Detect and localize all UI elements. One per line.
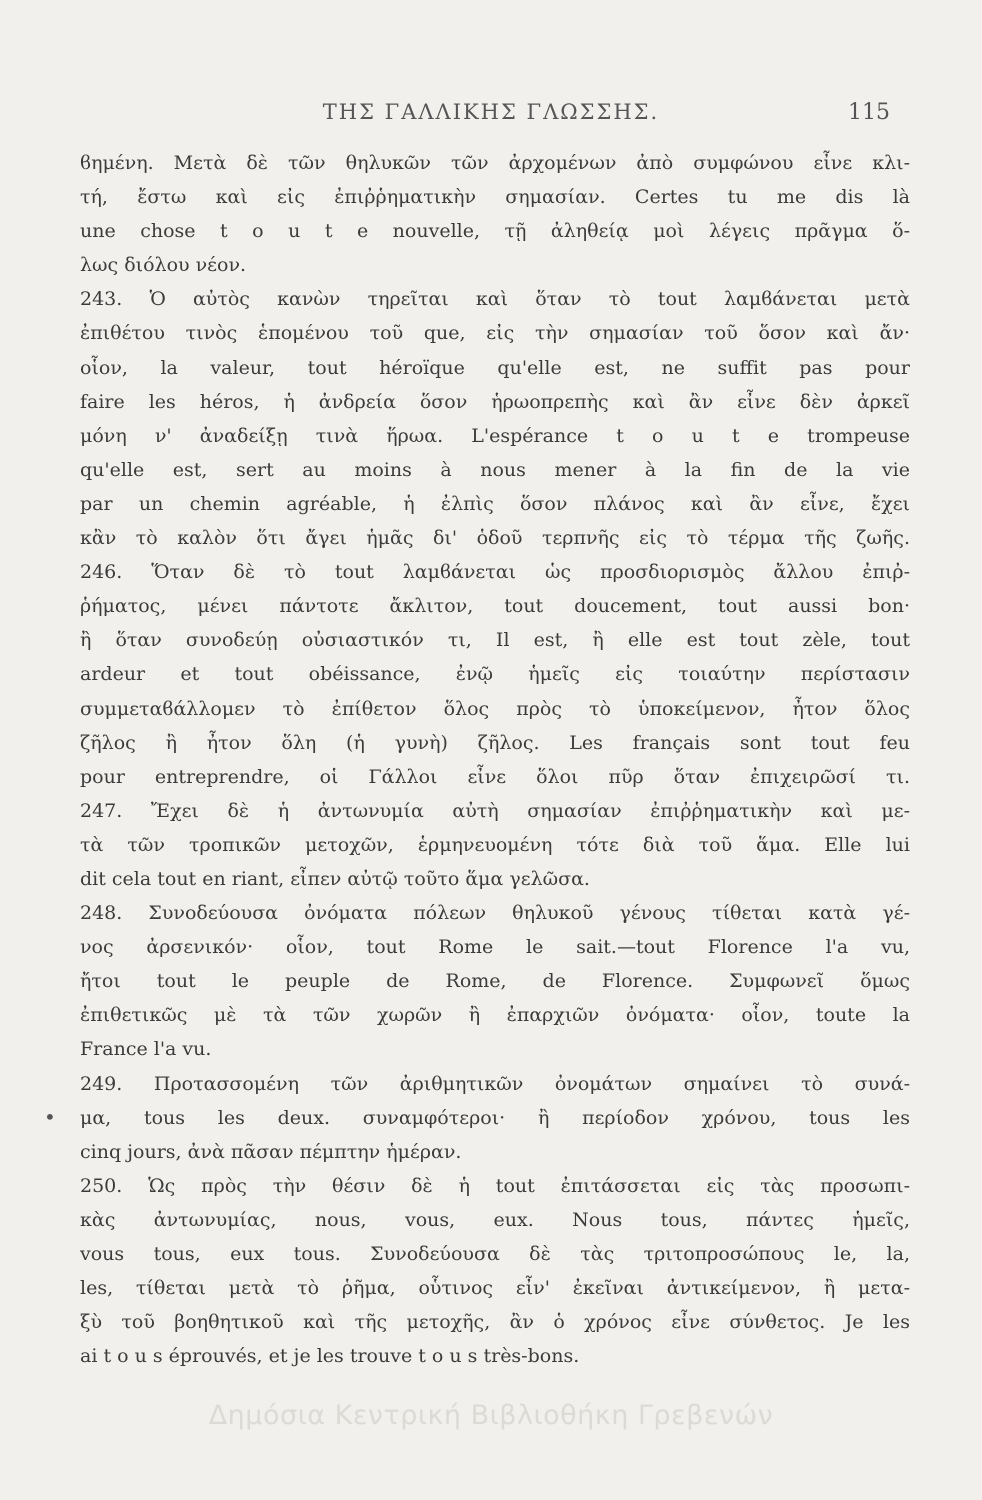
text-line: dit cela tout en riant, εἶπεν αὐτῷ τοῦτο ἅμα γελῶσα.: [80, 867, 590, 890]
text-line: 250. Ὡς πρὸς τὴν θέσιν δὲ ἡ tout ἐπιτάσσεται εἰς τὰς προσωπι-: [80, 1174, 910, 1197]
text-line: τὰ τῶν τροπικῶν μετοχῶν, ἑρμηνευομένη τότε διὰ τοῦ ἅμα. Elle lui: [80, 833, 910, 856]
text-line: ἢ ὅταν συνοδεύῃ οὐσιαστικόν τι, Il est, ἢ elle est tout zèle, tout: [80, 629, 910, 652]
text-line: ai t o u s éprouvés, et je les trouve t o u s très-bons.: [80, 1345, 580, 1368]
text-line: ardeur et tout obéissance, ἐνῷ ἡμεῖς εἰς τοιαύτην περίστασιν: [80, 663, 910, 686]
text-line: par un chemin agréable, ἡ ἐλπὶς ὅσον πλάνος καὶ ἂν εἶνε, ἔχει: [80, 492, 910, 515]
text-line: ἐπιθετικῶς μὲ τὰ τῶν χωρῶν ἢ ἐπαρχιῶν ὀνόματα· οἷον, toute la: [80, 1004, 910, 1027]
text-line: νος ἀρσενικόν· οἷον, tout Rome le sait.—tout Florence l'a vu,: [80, 936, 910, 959]
text-line: 248. Συνοδεύουσα ὀνόματα πόλεων θηλυκοῦ γένους τίθεται κατὰ γέ-: [80, 902, 910, 925]
text-line: une chose t o u t e nouvelle, τῇ ἀληθείᾳ μοὶ λέγεις πρᾶγμα ὅ-: [80, 220, 910, 243]
text-line: κἂν τὸ καλὸν ὅτι ἄγει ἡμᾶς δι' ὁδοῦ τερπνῆς εἰς τὸ τέρμα τῆς ζωῆς.: [80, 527, 910, 550]
text-line: 249. Προτασσομένη τῶν ἀριθμητικῶν ὀνομάτων σημαίνει τὸ συνά-: [80, 1072, 910, 1095]
text-line: qu'elle est, sert au moins à nous mener à la fin de la vie: [80, 458, 910, 481]
body-text: [80, 146, 910, 1373]
text-line: les, τίθεται μετὰ τὸ ῥῆμα, οὗτινος εἶν' ἐκεῖναι ἀντικείμενον, ἢ μετα-: [80, 1277, 910, 1300]
page-header: [0, 100, 982, 130]
text-line: κὰς ἀντωνυμίας, nous, vous, eux. Nous tous, πάντες ἡμεῖς,: [80, 1208, 910, 1231]
text-line: pour entreprendre, οἱ Γάλλοι εἶνε ὅλοι πῦρ ὅταν ἐπιχειρῶσί τι.: [80, 765, 910, 788]
text-line: ξὺ τοῦ βοηθητικοῦ καὶ τῆς μετοχῆς, ἂν ὁ χρόνος εἶνε σύνθετος. Je les: [80, 1311, 910, 1334]
text-line: faire les héros, ἡ ἀνδρεία ὅσον ἡρωοπρεπὴς καὶ ἂν εἶνε δὲν ἀρκεῖ: [80, 390, 910, 413]
text-line: τή, ἔστω καὶ εἰς ἐπιῤῥηματικὴν σημασίαν. Certes tu me dis là: [80, 186, 910, 209]
text-line: ῥήματος, μένει πάντοτε ἄκλιτον, tout doucement, tout aussi bon·: [80, 595, 910, 618]
text-line: 243. Ὁ αὐτὸς κανὼν τηρεῖται καὶ ὅταν τὸ tout λαμϐάνεται μετὰ: [80, 288, 910, 311]
text-line: France l'a vu.: [80, 1038, 212, 1061]
text-line: ϐημένη. Μετὰ δὲ τῶν θηλυκῶν τῶν ἀρχομένων ἀπὸ συμφώνου εἶνε κλι-: [80, 152, 910, 174]
text-line: vous tous, eux tous. Συνοδεύουσα δὲ τὰς τριτοπροσώπους le, la,: [80, 1243, 910, 1265]
page-number: 115: [848, 100, 890, 125]
library-watermark: Δημόσια Κεντρική Βιβλιοθήκη Γρεβενών: [208, 1400, 774, 1431]
text-line: οἷον, la valeur, tout héroïque qu'elle est, ne suffit pas pour: [80, 356, 910, 379]
text-line: συμμεταϐάλλομεν τὸ ἐπίθετον ὅλος πρὸς τὸ ὑποκείμενον, ἦτον ὅλος: [80, 697, 910, 720]
text-line: cinq jours, ἀνὰ πᾶσαν πέμπτην ἡμέραν.: [80, 1140, 462, 1163]
text-line: λως διόλου νέον.: [80, 254, 247, 277]
text-line: 246. Ὅταν δὲ τὸ tout λαμϐάνεται ὡς προσδιορισμὸς ἄλλου ἐπιῤ-: [80, 561, 910, 584]
text-line: ἐπιθέτου τινὸς ἑπομένου τοῦ que, εἰς τὴν σημασίαν τοῦ ὅσον καὶ ἄν·: [80, 322, 910, 345]
text-line: ζῆλος ἢ ἦτον ὅλη (ἡ γυνὴ) ζῆλος. Les français sont tout feu: [80, 731, 910, 754]
text-line: μόνη ν' ἀναδείξῃ τινὰ ἥρωα. L'espérance t o u t e trompeuse: [80, 424, 910, 447]
text-line: μα, tous les deux. συναμφότεροι· ἢ περίοδον χρόνου, tous les: [80, 1106, 910, 1129]
running-title: ΤΗΣ ΓΑΛΛΙΚΗΣ ΓΛΩΣΣΗΣ.: [322, 100, 660, 124]
text-line: ἤτοι tout le peuple de Rome, de Florence. Συμφωνεῖ ὅμως: [80, 970, 910, 993]
text-line: 247. Ἔχει δὲ ἡ ἀντωνυμία αὐτὴ σημασίαν ἐπιῤῥηματικὴν καὶ με-: [80, 799, 910, 822]
margin-mark: •: [44, 1105, 56, 1129]
